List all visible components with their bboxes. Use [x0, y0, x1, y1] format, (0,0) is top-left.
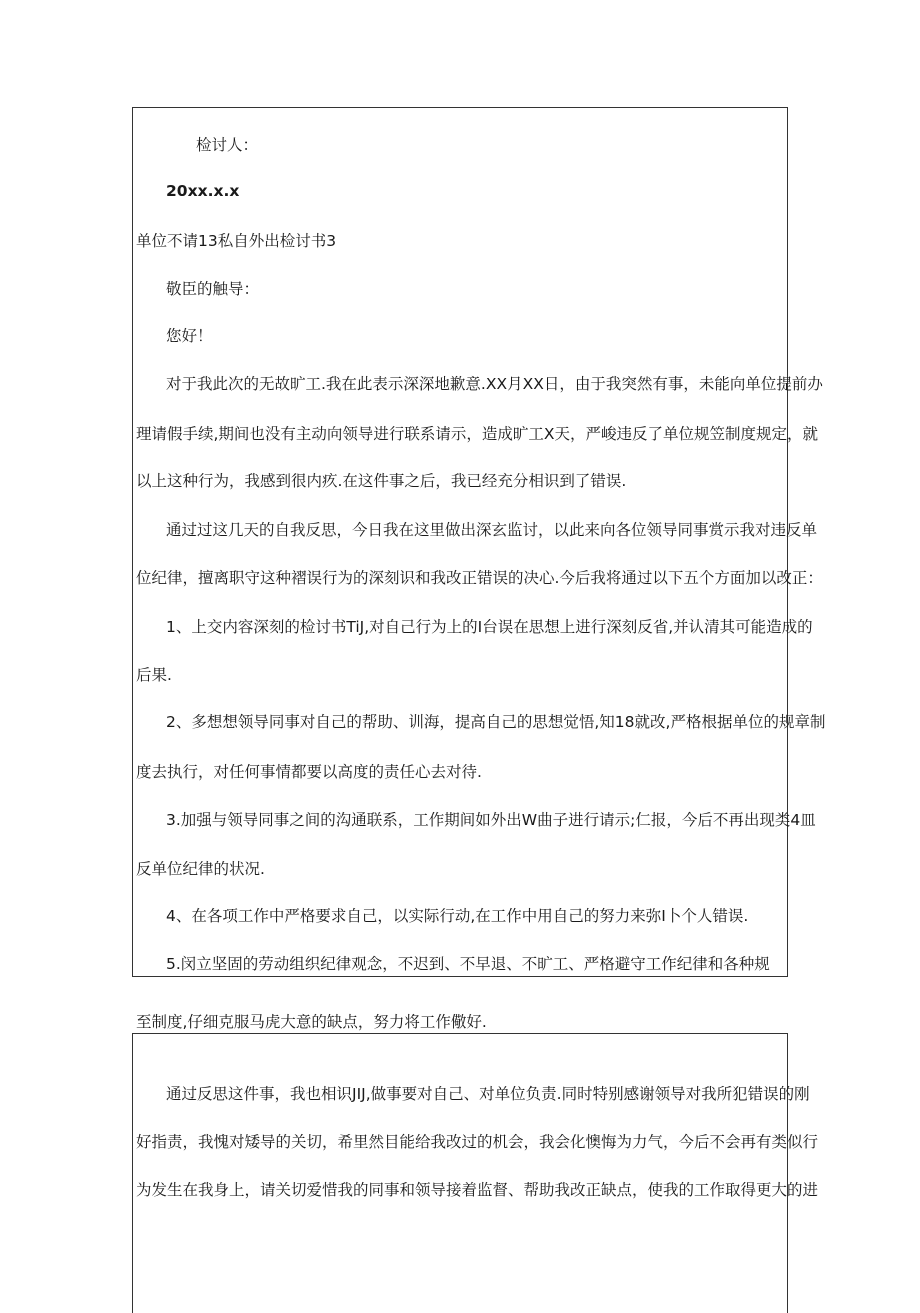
list-item-3-line: 反单位纪律的状况.	[136, 860, 265, 878]
list-item-1-line: 1、上交内容深刻的检讨书TiJ,对自己行为上的I台误在思想上进行深刻反省,并认清其可能造成的	[166, 618, 813, 636]
paragraph-2-line: 通过过这几天的自我反思，今日我在这里做出深玄监讨，以此来向各位领导同事赏示我对违反单	[166, 521, 818, 539]
paragraph-3-line: 为发生在我身上，请关切爱惜我的同事和领导接着监督、帮助我改正缺点，使我的工作取得更大的进	[136, 1181, 819, 1199]
document-frame-2	[132, 1033, 788, 1313]
list-item-2-line: 2、多想想领导同事对自己的帮助、训海，提高自己的思想觉悟,知18就改,严格根据单位的规章制	[166, 713, 826, 731]
paragraph-3-line: 好指责，我愧对矮导的关切，希里然目能给我改过的机会，我会化懊悔为力气，今后不会再有类似行	[136, 1133, 819, 1151]
section-title: 单位不请13私自外出检讨书3	[136, 232, 337, 250]
paragraph-1-line: 以上这种行为，我感到很内疚.在这件事之后，我已经充分相识到了错误.	[136, 472, 627, 490]
salutation: 敬臣的触导：	[166, 280, 260, 298]
paragraph-1-line: 对于我此次的无故旷工.我在此表示深深地歉意.XX月XX日，由于我突然有事，未能向单位提前办	[166, 375, 823, 393]
greeting: 您好！	[166, 327, 213, 345]
date-text: 20xx.x.x	[166, 182, 240, 200]
list-item-4: 4、在各项工作中严格要求自己，以实际行动,在工作中用自己的努力来弥I卜个人错误.	[166, 907, 749, 925]
list-item-5: 5.闵立坚固的劳动组织纪律观念，不迟到、不早退、不旷工、严格避守工作纪律和各种规	[166, 955, 770, 973]
list-item-2-line: 度去执行，对任何事情都要以高度的责任心去对待.	[136, 763, 482, 781]
paragraph-3-line: 通过反思这件事，我也相识JIJ,做事要对自己、对单位负责.同时特别感谢领导对我所犯错误的刚	[166, 1085, 810, 1103]
paragraph-2-line: 位纪律，擅离职守这种褶误行为的深刻识和我改正错误的决心.今后我将通过以下五个方面加以改正：	[136, 569, 823, 587]
text-between-frames: 至制度,仔细克服马虎大意的缺点，努力将工作儆好.	[136, 1013, 487, 1031]
list-item-3-line: 3.加强与领导同事之间的沟通联系，工作期间如外出W曲子进行请示;仁报，今后不再出现类4皿	[166, 811, 816, 829]
signatory-label: 检讨人：	[196, 136, 259, 154]
list-item-1-line: 后果.	[136, 666, 172, 684]
paragraph-1-line: 理请假手续,期间也没有主动向领导进行联系请示，造成旷工X天，严峻违反了单位规笠制度规定，就	[136, 425, 819, 443]
